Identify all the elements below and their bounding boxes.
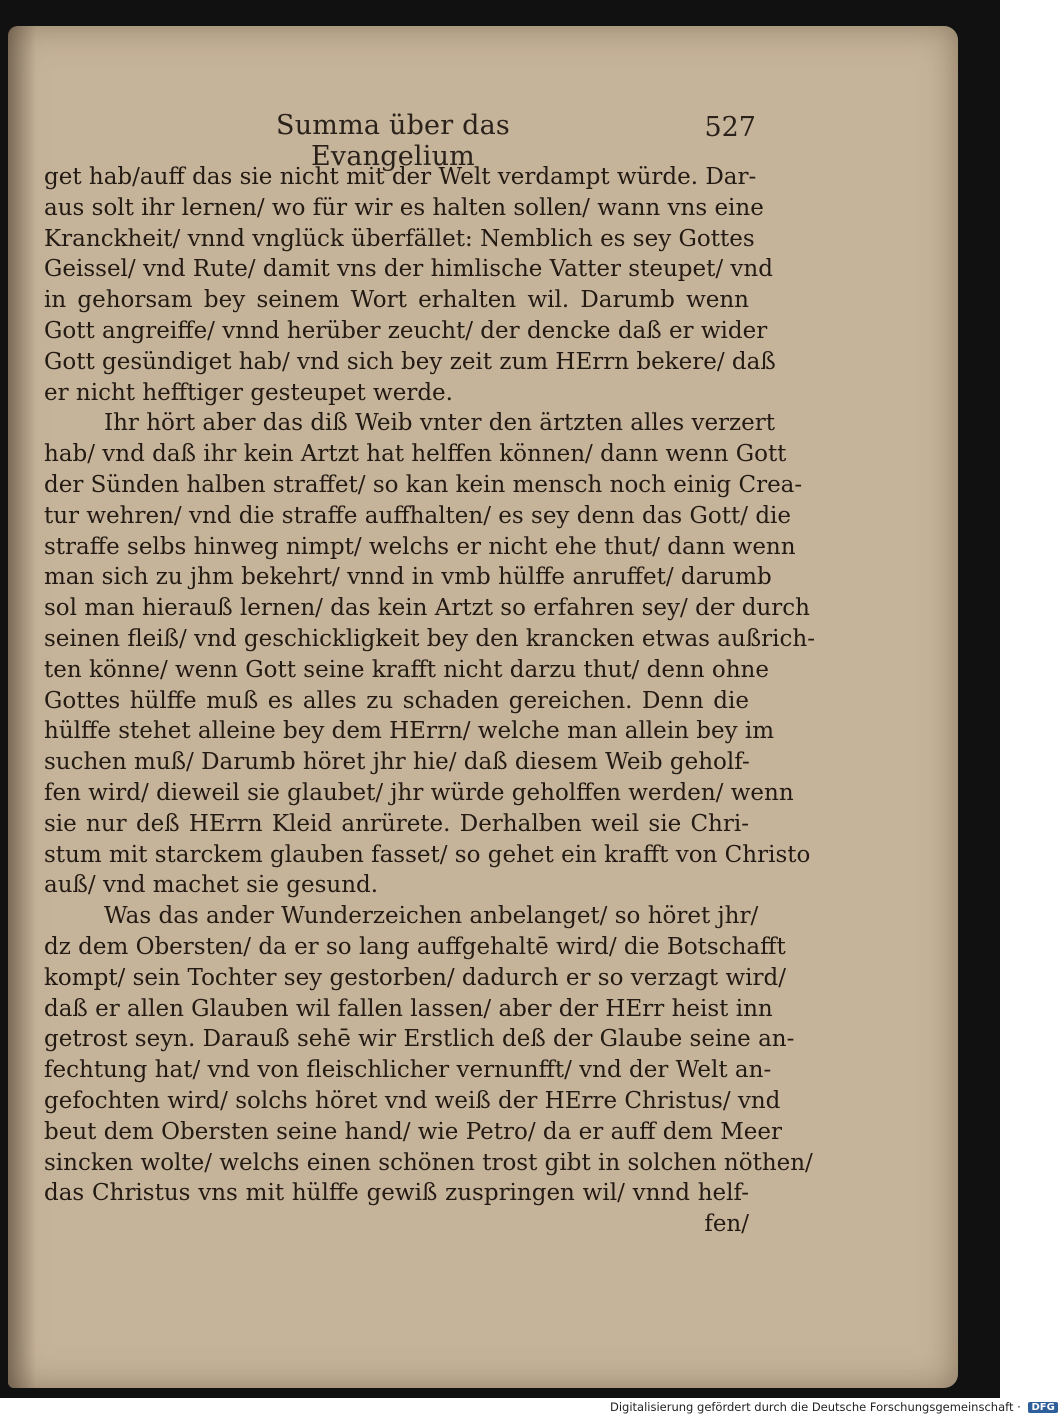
text-line: der Sünden halben straffet/ so kan kein mensch noch einig Crea-	[44, 471, 803, 498]
text-line: Gott angreiffe/ vnnd herüber zeucht/ der dencke daß er wider	[44, 317, 768, 344]
text-line: gefochten wird/ solchs höret vnd weiß der HErre Christus/ vnd	[44, 1087, 781, 1114]
text-line: seinen fleiß/ vnd geschickligkeit bey den krancken etwas außrich-	[44, 625, 815, 652]
text-line: Gottes hülffe muß es alles zu schaden gereichen. Denn die	[44, 687, 749, 714]
text-line: Geissel/ vnd Rute/ damit vns der himlische Vatter steupet/ vnd	[44, 256, 773, 283]
dfg-logo: DFG	[1028, 1402, 1057, 1413]
text-line: kompt/ sein Tochter sey gestorben/ dadurch er so verzagt wird/	[44, 964, 786, 991]
text-line: get hab/auff das sie nicht mit der Welt verdampt würde. Dar-	[44, 164, 757, 190]
text-line: aus solt ihr lernen/ wo für wir es halten sollen/ wann vns eine	[44, 194, 764, 221]
text-line: suchen muß/ Darumb höret jhr hie/ daß diesem Weib geholf-	[44, 749, 750, 776]
text-line: auß/ vnd machet sie gesund.	[44, 872, 379, 899]
text-line: straffe selbs hinweg nimpt/ welchs er nicht ehe thut/ dann wenn	[44, 533, 796, 560]
paragraph-start-line: Was das ander Wunderzeichen anbelanget/ so höret jhr/	[104, 903, 759, 930]
running-head: Summa über das Evangelium	[276, 110, 510, 172]
text-line: Gott gesündiget hab/ vnd sich bey zeit zum HErrn bekere/ daß	[44, 348, 776, 375]
text-line: sincken wolte/ welchs einen schönen trost gibt in solchen nöthen/	[44, 1149, 813, 1176]
body-text	[44, 162, 815, 1240]
text-line: fechtung hat/ vnd von fleischlicher vernunfft/ vnd der Welt an-	[44, 1057, 772, 1084]
digitization-credit	[610, 1400, 1055, 1416]
text-line: getrost seyn. Darauß sehē wir Erstlich deß der Glaube seine an-	[44, 1026, 795, 1053]
text-line: sol man hierauß lernen/ das kein Artzt so erfahren sey/ der durch	[44, 595, 810, 622]
book-page	[8, 26, 958, 1388]
text-line: hab/ vnd daß ihr kein Artzt hat helffen können/ dann wenn Gott	[44, 441, 787, 468]
text-line: tur wehren/ vnd die straffe auffhalten/ es sey denn das Gott/ die	[44, 502, 792, 529]
text-line: daß er allen Glauben wil fallen lassen/ aber der HErr heist inn	[44, 995, 773, 1022]
catchword: fen/	[704, 1211, 749, 1238]
text-line: fen wird/ dieweil sie glaubet/ jhr würde geholffen werden/ wenn	[44, 779, 794, 806]
text-line: man sich zu jhm bekehrt/ vnnd in vmb hülffe anruffet/ darumb	[44, 564, 772, 591]
text-line: in gehorsam bey seinem Wort erhalten wil. Darumb wenn	[44, 287, 749, 314]
text-line: stum mit starckem glauben fasset/ so gehet ein krafft von Christo	[44, 841, 811, 868]
text-line: dz dem Obersten/ da er so lang auffgehaltē wird/ die Botschafft	[44, 933, 786, 960]
text-line: ten könne/ wenn Gott seine krafft nicht darzu thut/ denn ohne	[44, 656, 769, 683]
text-line: er nicht hefftiger gesteupet werde.	[44, 379, 453, 406]
text-line: Kranckheit/ vnnd vnglück überfället: Nemblich es sey Gottes	[44, 225, 755, 252]
credit-text: Digitalisierung gefördert durch die Deutsche Forschungsgemeinschaft ·	[610, 1400, 1021, 1414]
text-line: hülffe stehet alleine bey dem HErrn/ welche man allein bey im	[44, 718, 775, 745]
text-line: das Christus vns mit hülffe gewiß zuspringen wil/ vnnd helf-	[44, 1180, 749, 1207]
page-number: 527	[704, 112, 756, 143]
paragraph-start-line: Ihr hört aber das diß Weib vnter den ärtzten alles verzert	[104, 410, 776, 437]
text-line: beut dem Obersten seine hand/ wie Petro/ da er auff dem Meer	[44, 1118, 782, 1145]
text-line: sie nur deß HErrn Kleid anrürete. Derhalben weil sie Chri-	[44, 810, 749, 837]
